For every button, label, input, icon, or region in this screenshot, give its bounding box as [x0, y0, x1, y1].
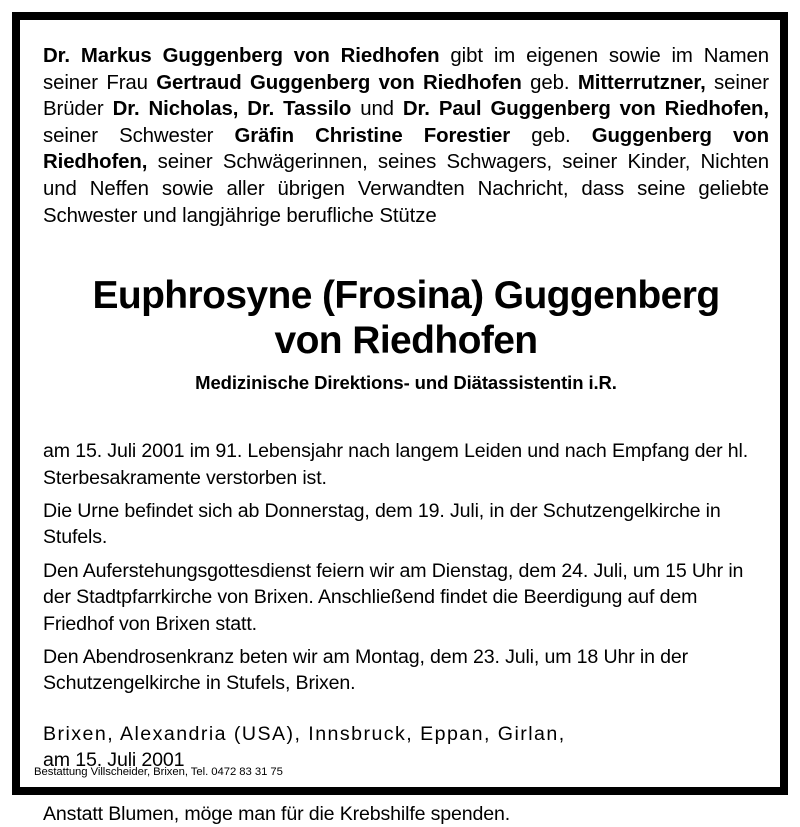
announcement-text-segment: seiner Schwester [43, 124, 235, 147]
announcement-text-segment: geb. [510, 124, 592, 147]
announcement-bold-segment: Dr. Markus Guggenberg von Riedhofen [43, 45, 440, 67]
announcement-paragraph [43, 43, 769, 229]
deceased-name-block [43, 273, 769, 394]
announcement-bold-segment: Gertraud Guggenberg von Riedhofen [156, 71, 522, 94]
undertaker-footer: Bestattung Villscheider, Brixen, Tel. 0472 83 31 75 [34, 766, 283, 778]
announcement-text-segment: seiner Schwägerinnen, seines Schwagers, seiner Kinder, Nichten und Neffen sowie aller übrigen Verwandten Nachricht, dass seine geliebte Schwester und langjährige berufliche Stütze [43, 151, 769, 227]
notice-body-paragraphs [43, 438, 769, 697]
announcement-bold-segment: Gräfin Christine Forestier [234, 124, 511, 147]
announcement-text-segment: seiner Brüder [43, 71, 769, 121]
body-paragraph-service: Den Auferstehungsgottesdienst feiern wir am Dienstag, dem 24. Juli, um 15 Uhr in der Stadtpfarrkirche von Brixen. Anschließend findet die Beerdigung auf dem Friedhof von Brixen statt. [43, 559, 744, 635]
announcement-bold-segment: Guggenberg von Riedhofen, [43, 124, 769, 174]
body-paragraph-rosary: Den Abendrosenkranz beten wir am Montag, dem 23. Juli, um 18 Uhr in der Schutzengelkirche in Stufels, Brixen. [43, 646, 688, 695]
announcement-text-segment: und [351, 98, 403, 121]
announcement-bold-segment: Dr. Paul Guggenberg von Riedhofen, [402, 98, 769, 121]
body-paragraph-urn: Die Urne befindet sich ab Donnerstag, dem 19. Juli, in der Schutzengelkirche in Stufels. [43, 499, 721, 549]
announcement-bold-segment: Mitterrutzner, [577, 71, 706, 94]
announcement-text-segment: gibt im eigenen sowie im Namen seiner Frau [43, 45, 770, 94]
deceased-name-line-1: Euphrosyne (Frosina) Guggenberg [92, 274, 720, 318]
donation-note: Anstatt Blumen, möge man für die Krebshilfe spenden. [43, 802, 511, 825]
announcement-text-segment: geb. [521, 71, 578, 94]
deceased-name-line-2: von Riedhofen [274, 319, 538, 363]
deceased-profession: Medizinische Direktions- und Diätassistentin i.R. [195, 372, 617, 394]
places-date: am 15. Juli 2001 [43, 749, 185, 772]
notice-content [20, 20, 780, 825]
body-paragraph-death: am 15. Juli 2001 im 91. Lebensjahr nach langem Leiden und nach Empfang der hl. Sterbesakramente verstorben ist. [43, 440, 749, 489]
announcement-bold-segment: Dr. Nicholas, Dr. Tassilo [112, 98, 352, 121]
places-list: Brixen, Alexandria (USA), Innsbruck, Eppan, Girlan, [43, 722, 566, 745]
